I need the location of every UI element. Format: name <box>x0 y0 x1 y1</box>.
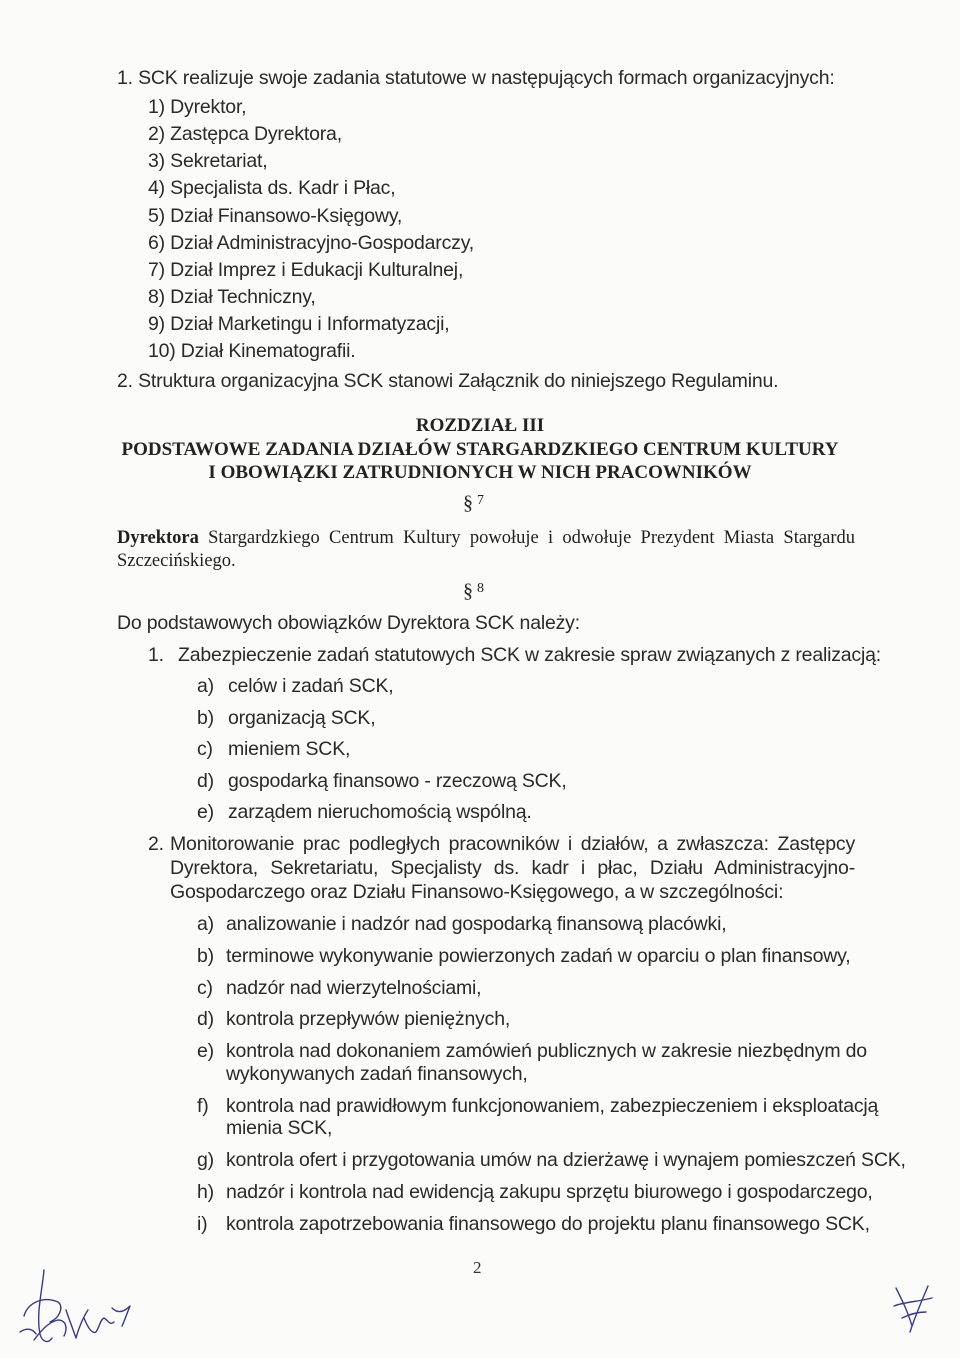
paragraph-sign: § <box>463 492 473 514</box>
section1-intro: 1. SCK realizuje swoje zadania statutowe w następujących formach organizacyjnych: <box>117 67 835 89</box>
subitem-text: kontrola ofert i przygotowania umów na dzierżawę i wynajem pomieszczeń SCK, <box>226 1149 906 1171</box>
subitem-text: organizacją SCK, <box>228 707 376 729</box>
subitem-text: gospodarką finansowo - rzeczową SCK, <box>228 770 567 792</box>
subitem-text: nadzór i kontrola nad ewidencją zakupu sprzętu biurowego i gospodarczego, <box>226 1181 873 1203</box>
chapter-title-line1: PODSTAWOWE ZADANIA DZIAŁÓW STARGARDZKIEGO CENTRUM KULTURY <box>121 439 839 460</box>
subitem-label: g) <box>197 1149 214 1171</box>
unit-item: 5) Dział Finansowo-Księgowy, <box>148 205 403 227</box>
unit-item: 3) Sekretariat, <box>148 150 268 172</box>
subitem-text: kontrola przepływów pieniężnych, <box>226 1008 511 1030</box>
subitem-label: b) <box>197 707 214 729</box>
subitem-text <box>226 1039 867 1063</box>
subitem-label: h) <box>197 1181 214 1203</box>
item2-line2-text: Dyrektora, Sekretariatu, Specjalisty ds. kadr i płac, Działu Administracyjno- <box>170 857 855 879</box>
subitem-label: i) <box>197 1213 208 1235</box>
subitem-label: e) <box>197 801 214 823</box>
unit-item: 8) Dział Techniczny, <box>148 286 316 308</box>
paragraph-7-sign <box>463 492 484 515</box>
subitem-line: kontrola nad dokonaniem zamówień publicznych w zakresie niezbędnym do <box>226 1040 867 1062</box>
unit-item: 10) Dział Kinematografii. <box>148 340 356 362</box>
item2-label: 2. <box>148 833 164 855</box>
subitem-text: nadzór nad wierzytelnościami, <box>226 977 482 999</box>
unit-item: 6) Dział Administracyjno-Gospodarczy, <box>148 232 475 254</box>
par7-text: Stargardzkiego Centrum Kultury powołuje i odwołuje Prezydent Miasta Stargardu <box>208 528 856 548</box>
unit-item: 4) Specjalista ds. Kadr i Płac, <box>148 177 396 199</box>
item2-line1 <box>170 832 855 856</box>
signature-left-icon <box>14 1262 144 1348</box>
paragraph-8-sign <box>463 580 484 603</box>
unit-item: 9) Dział Marketingu i Informatyzacji, <box>148 313 450 335</box>
initials-right-icon <box>888 1282 938 1338</box>
par7-line1 <box>117 526 855 550</box>
page-number: 2 <box>473 1258 482 1277</box>
par7-lead: Dyrektora <box>117 528 199 548</box>
subitem-text <box>226 1094 879 1118</box>
unit-item: 1) Dyrektor, <box>148 96 247 118</box>
subitem-text: mieniem SCK, <box>228 738 351 760</box>
section1-item2: 2. Struktura organizacyjna SCK stanowi Załącznik do niniejszego Regulaminu. <box>117 370 779 392</box>
par8-intro: Do podstawowych obowiązków Dyrektora SCK należy: <box>117 612 580 634</box>
subitem-text-cont: mienia SCK, <box>226 1117 333 1139</box>
subitem-label: d) <box>197 770 214 792</box>
subitem-text: analizowanie i nadzór nad gospodarką finansową placówki, <box>226 913 727 935</box>
subitem-text: kontrola zapotrzebowania finansowego do projektu planu finansowego SCK, <box>226 1213 870 1235</box>
paragraph-number: 7 <box>477 493 484 508</box>
unit-item: 7) Dział Imprez i Edukacji Kulturalnej, <box>148 259 464 281</box>
subitem-text: celów i zadań SCK, <box>228 675 394 697</box>
chapter-title-line2: I OBOWIĄZKI ZATRUDNIONYCH W NICH PRACOWNIKÓW <box>208 462 752 483</box>
item1-text: Zabezpieczenie zadań statutowych SCK w zakresie spraw związanych z realizacją: <box>178 644 881 666</box>
subitem-text-cont: wykonywanych zadań finansowych, <box>226 1063 528 1085</box>
par7-line2: Szczecińskiego. <box>117 551 236 571</box>
subitem-text: terminowe wykonywanie powierzonych zadań w oparciu o plan finansowy, <box>226 945 851 967</box>
paragraph-number: 8 <box>477 581 484 596</box>
unit-item: 2) Zastępca Dyrektora, <box>148 123 342 145</box>
subitem-label: d) <box>197 1008 214 1030</box>
subitem-label: a) <box>197 675 214 697</box>
subitem-text: zarządem nieruchomością wspólną. <box>228 801 532 823</box>
subitem-label: c) <box>197 738 213 760</box>
paragraph-sign: § <box>463 580 473 602</box>
item2-line1-text: Monitorowanie prac podległych pracowników i działów, a zwłaszcza: Zastępcy <box>170 833 855 855</box>
subitem-label: c) <box>197 977 213 999</box>
subitem-label: e) <box>197 1040 214 1062</box>
subitem-line: kontrola nad prawidłowym funkcjonowaniem, zabezpieczeniem i eksploatacją <box>226 1095 879 1117</box>
subitem-label: a) <box>197 913 214 935</box>
item2-line2 <box>170 856 855 880</box>
chapter-number: ROZDZIAŁ III <box>415 415 545 436</box>
subitem-label: f) <box>197 1095 209 1117</box>
subitem-label: b) <box>197 945 214 967</box>
item1-label: 1. <box>148 644 164 666</box>
item2-line3: Gospodarczego oraz Działu Finansowo-Księgowego, a w szczególności: <box>170 881 784 903</box>
